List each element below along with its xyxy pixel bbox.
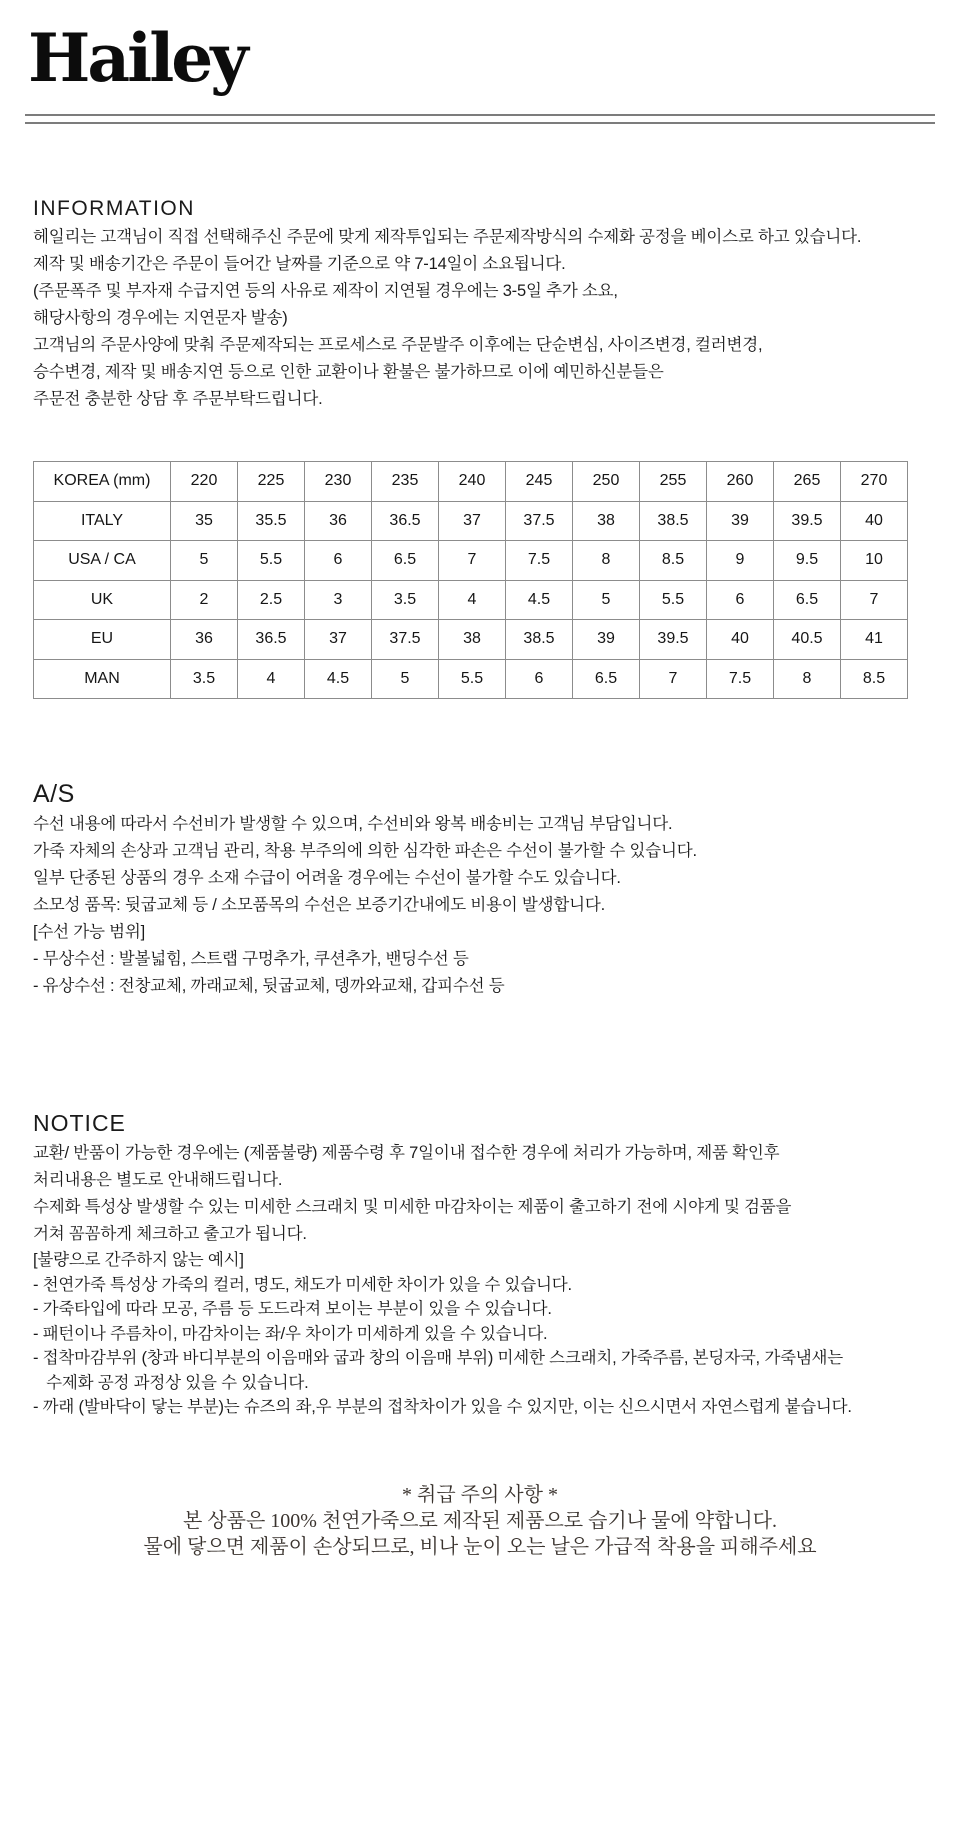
size-cell: 6.5: [573, 659, 640, 699]
notice-examples-list: [33, 1248, 935, 1420]
size-cell: 230: [305, 462, 372, 502]
size-cell: 3: [305, 580, 372, 620]
text-line: 교환/ 반품이 가능한 경우에는 (제품불량) 제품수령 후 7일이내 접수한 경우에 처리가 가능하며, 제품 확인후: [33, 1144, 780, 1162]
size-cell: 5: [171, 541, 238, 581]
size-cell: 5.5: [439, 659, 506, 699]
size-cell: 7.5: [707, 659, 774, 699]
information-intro-paragraph: [33, 224, 935, 251]
list-item: - 천연가죽 특성상 가죽의 컬러, 명도, 채도가 미세한 차이가 있을 수 있습니다.: [33, 1275, 572, 1294]
table-row: [34, 620, 908, 660]
size-cell: 39.5: [640, 620, 707, 660]
size-row-label: USA / CA: [34, 541, 171, 581]
size-cell: 5: [573, 580, 640, 620]
size-conversion-table: [33, 461, 908, 699]
notice-inspection-paragraph: [33, 1194, 935, 1248]
size-cell: 7: [439, 541, 506, 581]
order-policy-paragraph: [33, 332, 935, 413]
handling-caution-footer: [0, 1482, 960, 1560]
size-cell: 39: [573, 620, 640, 660]
text-line: 승수변경, 제작 및 배송지연 등으로 인한 교환이나 환불은 불가하므로 이에 예민하신분들은: [33, 363, 664, 381]
size-row-label: MAN: [34, 659, 171, 699]
size-cell: 36.5: [238, 620, 305, 660]
size-cell: 6.5: [774, 580, 841, 620]
notice-heading: NOTICE: [33, 1110, 126, 1136]
size-row-label: UK: [34, 580, 171, 620]
production-period-paragraph: [33, 251, 935, 332]
table-row: [34, 541, 908, 581]
information-heading: INFORMATION: [33, 197, 195, 220]
size-cell: 36: [171, 620, 238, 660]
table-row: [34, 580, 908, 620]
brand-logo: Hailey: [28, 19, 246, 97]
as-repair-scope: [33, 919, 935, 1000]
size-cell: 5.5: [640, 580, 707, 620]
text-line: - 무상수선 : 발볼넓힘, 스트랩 구멍추가, 쿠션추가, 밴딩수선 등: [33, 950, 469, 968]
size-cell: 245: [506, 462, 573, 502]
text-line: 거쳐 꼼꼼하게 체크하고 출고가 됩니다.: [33, 1225, 307, 1243]
text-line: (주문폭주 및 부자재 수급지연 등의 사유로 제작이 지연될 경우에는 3-5일 추가 소요,: [33, 282, 618, 300]
table-row: [34, 659, 908, 699]
list-item: - 까래 (발바닥이 닿는 부분)는 슈즈의 좌,우 부분의 접착차이가 있을 수 있지만, 이는 신으시면서 자연스럽게 붙습니다.: [33, 1398, 852, 1416]
size-cell: 9.5: [774, 541, 841, 581]
size-cell: 35.5: [238, 501, 305, 541]
table-row: [34, 462, 908, 502]
caution-line: 본 상품은 100% 천연가죽으로 제작된 제품으로 습기나 물에 약합니다.: [183, 1509, 777, 1532]
size-cell: 7: [841, 580, 908, 620]
size-cell: 6.5: [372, 541, 439, 581]
size-cell: 35: [171, 501, 238, 541]
size-cell: 36.5: [372, 501, 439, 541]
text-line: 소모성 품목: 뒷굽교체 등 / 소모품목의 수선은 보증기간내에도 비용이 발생합니다.: [33, 896, 605, 914]
size-cell: 37: [305, 620, 372, 660]
list-item: - 가죽타입에 따라 모공, 주름 등 도드라져 보이는 부분이 있을 수 있습니다.: [33, 1300, 552, 1318]
size-cell: 39: [707, 501, 774, 541]
size-cell: 5.5: [238, 541, 305, 581]
size-cell: 39.5: [774, 501, 841, 541]
size-cell: 38.5: [640, 501, 707, 541]
size-cell: 235: [372, 462, 439, 502]
size-cell: 250: [573, 462, 640, 502]
size-cell: 8.5: [841, 659, 908, 699]
text-line: 일부 단종된 상품의 경우 소재 수급이 어려울 경우에는 수선이 불가할 수도 있습니다.: [33, 869, 621, 887]
text-line: 수제화 특성상 발생할 수 있는 미세한 스크래치 및 미세한 마감차이는 제품이 출고하기 전에 시야게 및 검품을: [33, 1198, 792, 1216]
size-cell: 8: [774, 659, 841, 699]
notice-exchange-paragraph: [33, 1140, 935, 1194]
size-cell: 7: [640, 659, 707, 699]
text-line: 고객님의 주문사양에 맞춰 주문제작되는 프로세스로 주문발주 이후에는 단순변심, 사이즈변경, 컬러변경,: [33, 336, 763, 354]
list-item: - 접착마감부위 (창과 바디부분의 이음매와 굽과 창의 이음매 부위) 미세한 스크래치, 가죽주름, 본딩자국, 가죽냄새는: [33, 1349, 844, 1367]
size-cell: 36: [305, 501, 372, 541]
size-cell: 37.5: [372, 620, 439, 660]
size-cell: 8.5: [640, 541, 707, 581]
size-cell: 2.5: [238, 580, 305, 620]
size-cell: 37: [439, 501, 506, 541]
text-line: 헤일리는 고객님이 직접 선택해주신 주문에 맞게 제작투입되는 주문제작방식의 수제화 공정을 베이스로 하고 있습니다.: [33, 228, 862, 246]
text-line: 수선 내용에 따라서 수선비가 발생할 수 있으며, 수선비와 왕복 배송비는 고객님 부담입니다.: [33, 815, 673, 833]
text-line: 제작 및 배송기간은 주문이 들어간 날짜를 기준으로 약 7-14일이 소요됩니다.: [33, 255, 566, 273]
size-cell: 3.5: [372, 580, 439, 620]
as-consumable-paragraph: [33, 892, 935, 919]
text-line: 가죽 자체의 손상과 고객님 관리, 착용 부주의에 의한 심각한 파손은 수선이 불가할 수 있습니다.: [33, 842, 697, 860]
header-divider: [25, 114, 935, 124]
text-line: 처리내용은 별도로 안내해드립니다.: [33, 1171, 283, 1189]
size-cell: 265: [774, 462, 841, 502]
size-cell: 40.5: [774, 620, 841, 660]
size-cell: 40: [707, 620, 774, 660]
size-cell: 4: [238, 659, 305, 699]
list-item: 수제화 공정 과정상 있을 수 있습니다.: [33, 1373, 309, 1392]
size-cell: 40: [841, 501, 908, 541]
list-item: - 패턴이나 주름차이, 마감차이는 좌/우 차이가 미세하게 있을 수 있습니다.: [33, 1324, 548, 1343]
size-cell: 4.5: [506, 580, 573, 620]
size-row-label: KOREA (mm): [34, 462, 171, 502]
size-cell: 225: [238, 462, 305, 502]
repair-scope-title: [수선 가능 범위]: [33, 923, 145, 941]
as-heading: A/S: [33, 780, 75, 808]
size-cell: 2: [171, 580, 238, 620]
size-row-label: EU: [34, 620, 171, 660]
size-cell: 5: [372, 659, 439, 699]
table-row: [34, 501, 908, 541]
size-row-label: ITALY: [34, 501, 171, 541]
size-cell: 38.5: [506, 620, 573, 660]
as-repair-paragraph: [33, 811, 935, 892]
size-cell: 9: [707, 541, 774, 581]
size-cell: 3.5: [171, 659, 238, 699]
size-cell: 260: [707, 462, 774, 502]
examples-title: [불량으로 간주하지 않는 예시]: [33, 1251, 244, 1269]
size-cell: 6: [305, 541, 372, 581]
size-cell: 6: [707, 580, 774, 620]
size-cell: 4: [439, 580, 506, 620]
text-line: - 유상수선 : 전창교체, 까래교체, 뒷굽교체, 뎅까와교채, 갑피수선 등: [33, 977, 505, 995]
size-cell: 38: [439, 620, 506, 660]
size-cell: 8: [573, 541, 640, 581]
text-line: 해당사항의 경우에는 지연문자 발송): [33, 309, 288, 327]
caution-line: 물에 닿으면 제품이 손상되므로, 비나 눈이 오는 날은 가급적 착용을 피해주세요: [143, 1535, 817, 1558]
size-cell: 6: [506, 659, 573, 699]
caution-title: * 취급 주의 사항 *: [402, 1483, 558, 1506]
size-cell: 220: [171, 462, 238, 502]
size-cell: 38: [573, 501, 640, 541]
size-cell: 270: [841, 462, 908, 502]
size-cell: 41: [841, 620, 908, 660]
size-cell: 7.5: [506, 541, 573, 581]
size-cell: 255: [640, 462, 707, 502]
size-cell: 240: [439, 462, 506, 502]
size-cell: 10: [841, 541, 908, 581]
size-cell: 4.5: [305, 659, 372, 699]
text-line: 주문전 충분한 상담 후 주문부탁드립니다.: [33, 390, 323, 408]
size-cell: 37.5: [506, 501, 573, 541]
